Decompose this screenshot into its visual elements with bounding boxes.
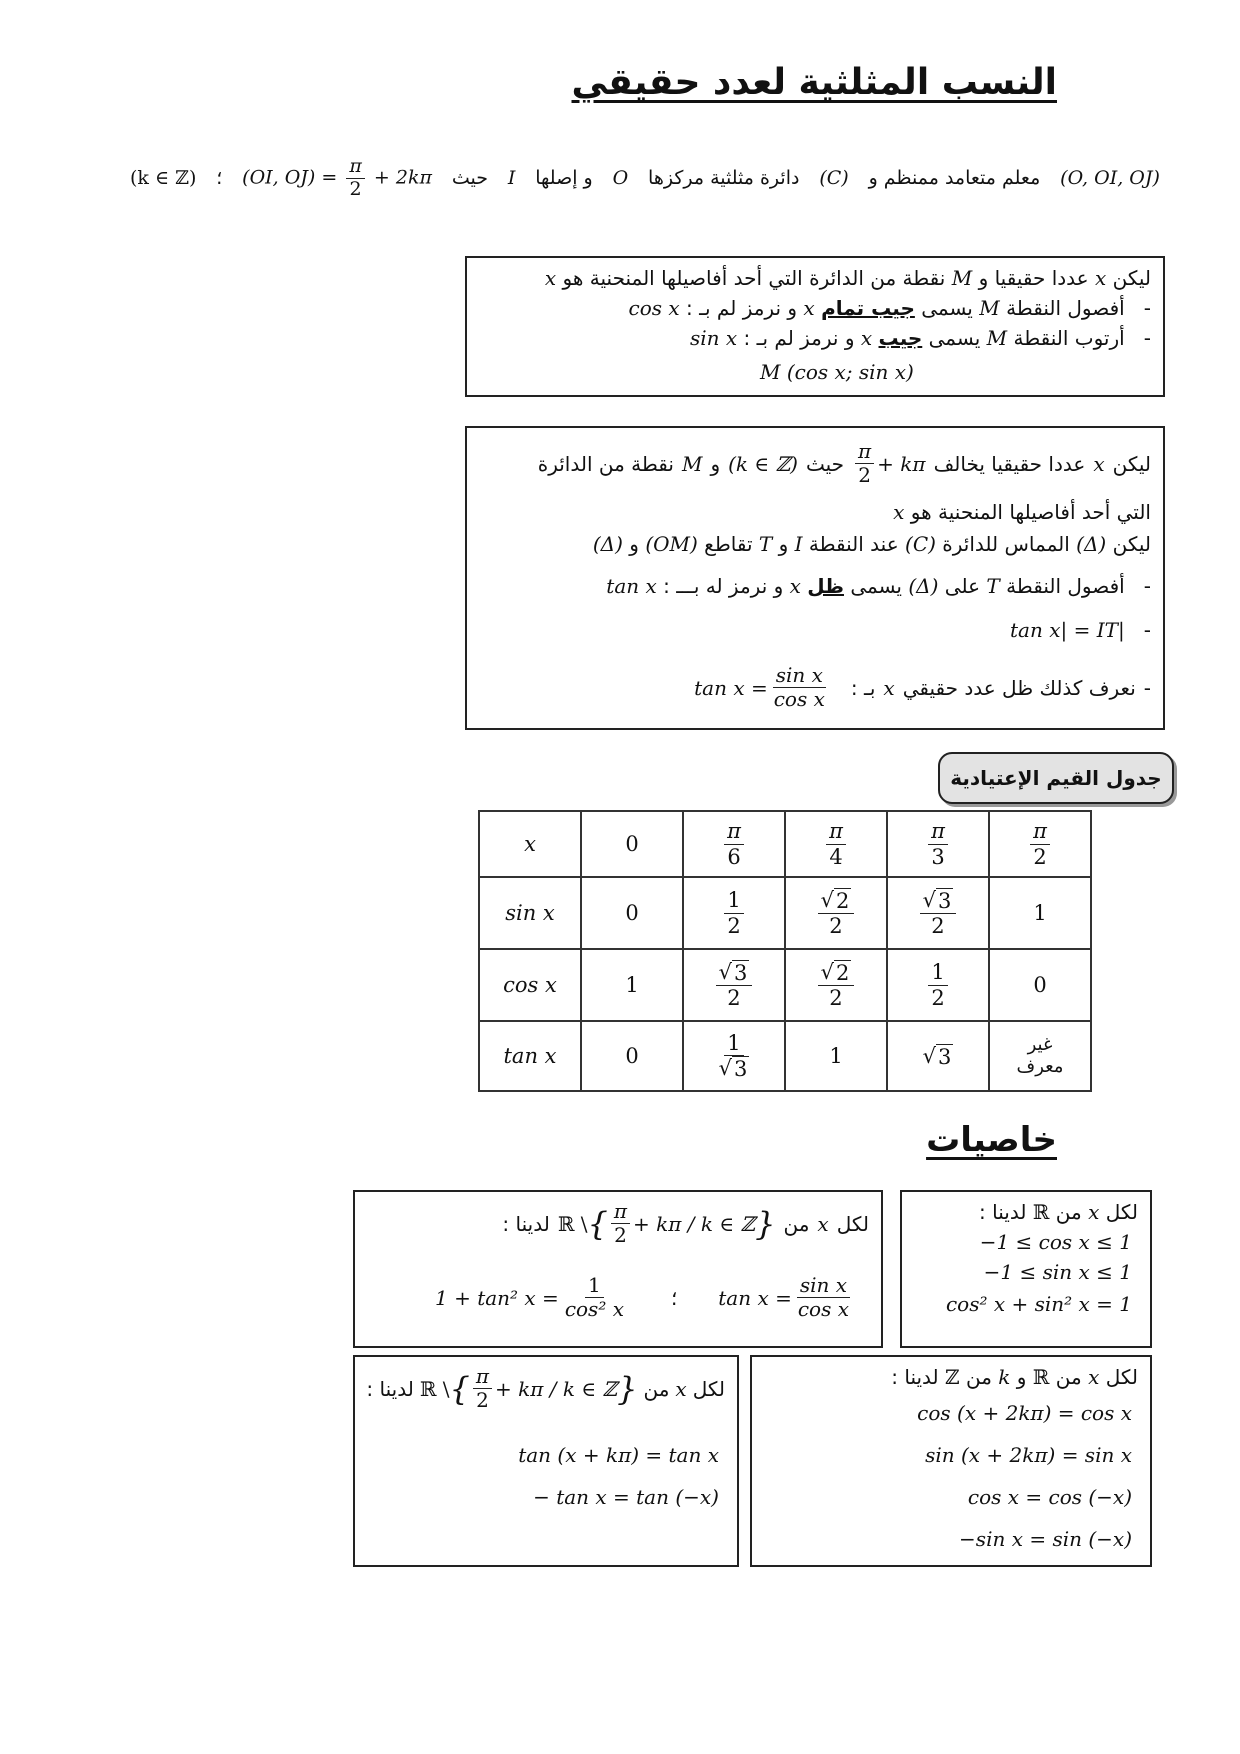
pb4-l1: tan (x + kπ) = tan x <box>518 1443 719 1467</box>
table-cell: 1 <box>785 1021 887 1091</box>
box2-line2: التي أحد أفاصيلها المنحنية هو x <box>893 500 1151 524</box>
pb1-l2: −1 ≤ sin x ≤ 1 <box>983 1260 1132 1284</box>
table-cell: tan x <box>479 1021 581 1091</box>
intro-text-c: و إصلها <box>535 167 593 189</box>
pb1-l1: −1 ≤ cos x ≤ 1 <box>979 1230 1132 1254</box>
intro-text-d: حيث <box>451 167 488 189</box>
table-cell <box>989 1021 1091 1091</box>
table-cell: 0 <box>581 811 683 877</box>
table-cell: √ 2 2 <box>785 877 887 949</box>
sym-C: (C) <box>819 167 849 189</box>
definition-box-cos-sin <box>465 256 1165 397</box>
table-cell: $\frac{\pi}{4}$ <box>785 811 887 877</box>
box1-line2: - أفصول النقطة M يسمى جيب تمام x و نرمز لم بـ : cos x <box>628 296 1151 320</box>
property-box-periodicity <box>750 1355 1152 1567</box>
table-cell: 1 <box>989 877 1091 949</box>
table-cell: cos x <box>479 949 581 1021</box>
table-cell: $\frac{\pi}{3}$ <box>887 811 989 877</box>
table-row <box>479 1021 1091 1091</box>
table-cell: √ 2 2 <box>785 949 887 1021</box>
pb4-l2: − tan x = tan (−x) <box>533 1485 719 1509</box>
table-cell: 0 <box>581 1021 683 1091</box>
values-table-badge: جدول القيم الإعتيادية <box>938 752 1174 804</box>
pb3-l3: cos x = cos (−x) <box>967 1485 1132 1509</box>
table-cell: $\frac{\pi}{6}$ <box>683 811 785 877</box>
pb2-header: لكل x من ℝ \ { $\frac{\pi}{2}$ + kπ / k ∈ ℤ } لدينا : <box>502 1199 869 1247</box>
box1-line3: - أرتوب النقطة M يسمى جيب x و نرمز لم بـ : sin x <box>689 326 1151 350</box>
box2-line4: - أفصول النقطة T على (Δ) يسمى ظل x و نرمز له بـــ : tan x <box>606 574 1151 598</box>
undefined-bottom: معرف <box>1016 1056 1064 1077</box>
pb3-l4: −sin x = sin (−x) <box>959 1527 1132 1551</box>
pb1-header: لكل x من ℝ لدينا : <box>979 1200 1138 1224</box>
property-box-tan-identities <box>353 1190 883 1348</box>
k-in-z: (k ∈ ℤ) <box>130 167 197 189</box>
intro-text-b: دائرة مثلثية مركزها <box>648 167 800 189</box>
table-cell: $\frac{\pi}{2}$ <box>989 811 1091 877</box>
pb3-l2: sin (x + 2kπ) = sin x <box>925 1443 1132 1467</box>
table-cell: 1 √ 3 <box>683 1021 785 1091</box>
table-cell: 1 <box>581 949 683 1021</box>
intro-text-a: معلم متعامد ممنظم و <box>868 167 1041 189</box>
table-cell: sin x <box>479 877 581 949</box>
table-row <box>479 811 1091 877</box>
pb1-l3: cos² x + sin² x = 1 <box>945 1292 1132 1316</box>
table-cell: √ 3 2 <box>683 949 785 1021</box>
property-box-bounds <box>900 1190 1152 1348</box>
definition-box-tan <box>465 426 1165 730</box>
angle-eq <box>242 156 432 201</box>
values-table <box>478 810 1092 1092</box>
table-cell: 0 <box>989 949 1091 1021</box>
properties-title: خاصيات <box>926 1120 1057 1160</box>
pb2-formulas: 1 + tan² x = $\frac{1}{\text{cos² x}}$ ؛ tan x = $\frac{\text{sin x}}{\text{cos x}}$ <box>435 1273 849 1321</box>
table-cell: √ 3 2 <box>887 877 989 949</box>
sym-I: I <box>507 167 516 189</box>
box1-line1: ليكن x عددا حقيقيا و M نقطة من الدائرة التي أحد أفاصيلها المنحنية هو x <box>544 266 1151 290</box>
table-row <box>479 949 1091 1021</box>
sym-O: O <box>612 167 629 189</box>
point-coordinates: M (cos x; sin x) <box>760 360 914 384</box>
undefined-top: غير <box>1027 1034 1053 1056</box>
table-cell: $\frac{1}{2}$ <box>887 949 989 1021</box>
frame: (O, OI, OJ) <box>1060 167 1160 189</box>
table-row <box>479 877 1091 949</box>
pi-over-2: $\frac{\pi}{2}$ <box>346 156 365 201</box>
angle-label: (OI, OJ) = <box>242 166 338 188</box>
box2-line5: - |tan x| = IT <box>1010 618 1151 642</box>
table-cell: x <box>479 811 581 877</box>
page-title: النسب المثلثية لعدد حقيقي <box>571 62 1057 103</box>
box2-line6: - نعرف كذلك ظل عدد حقيقي x بـ : tan x = $\frac{\text{sin x}}{\text{cos x}}$ <box>694 663 1151 711</box>
table-cell: $\frac{1}{2}$ <box>683 877 785 949</box>
table-cell: 0 <box>581 877 683 949</box>
pb4-header: لكل x من ℝ \ { $\frac{\pi}{2}$ + kπ / k ∈ ℤ } لدينا : <box>366 1364 725 1412</box>
table-cell: √ 3 <box>887 1021 989 1091</box>
box2-line1: ليكن x عددا حقيقيا يخالف $\frac{\pi}{2}$ + kπ حيث (k ∈ ℤ) و M نقطة من الدائرة <box>537 439 1151 487</box>
pb3-header: لكل x من ℝ و k من ℤ لدينا : <box>891 1365 1138 1389</box>
box2-line3: ليكن (Δ) المماس للدائرة (C) عند النقطة I و T تقاطع (OM) و (Δ) <box>592 532 1151 556</box>
intro-line <box>130 148 1160 208</box>
property-box-tan-period <box>353 1355 739 1567</box>
intro-sep: ؛ <box>216 167 223 189</box>
plus-2kpi: + 2kπ <box>373 166 432 188</box>
pb3-l1: cos (x + 2kπ) = cos x <box>917 1401 1132 1425</box>
